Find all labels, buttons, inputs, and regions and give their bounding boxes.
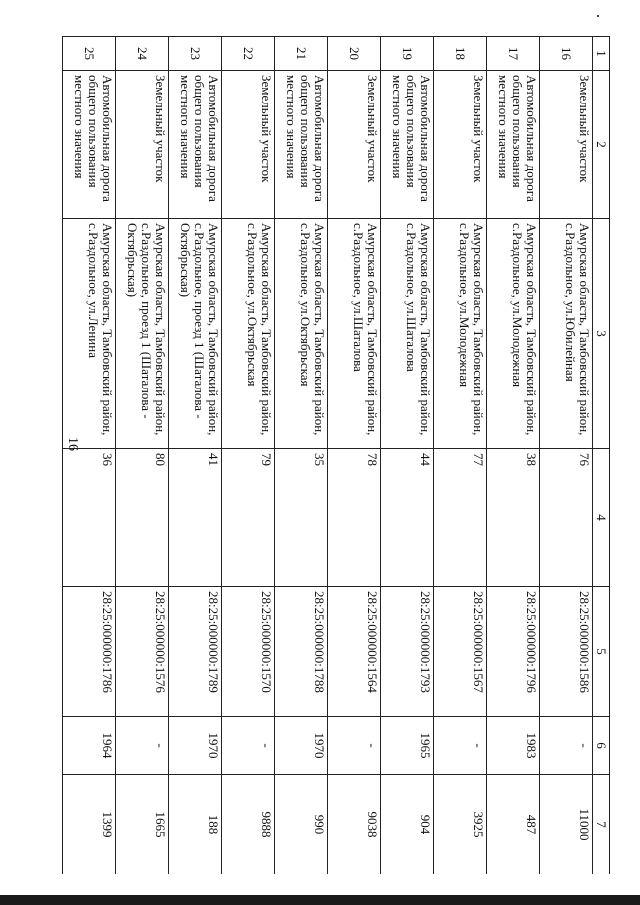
header-row — [593, 37, 610, 875]
year-value: 1983 — [487, 717, 540, 775]
amount-value: 904 — [381, 775, 434, 875]
col4-value: 78 — [328, 449, 381, 587]
table-row — [381, 37, 434, 875]
year-value: - — [540, 717, 593, 775]
cadastral-number: 28:25:000000:1567 — [434, 587, 487, 717]
header-col-7: 7 — [593, 775, 610, 875]
header-col-3: 3 — [593, 219, 610, 449]
cadastral-number: 28:25:000000:1586 — [540, 587, 593, 717]
rotated-table-wrapper — [60, 36, 610, 874]
object-name: Земельный участок — [116, 71, 169, 219]
header-col-6: 6 — [593, 717, 610, 775]
header-col-4: 4 — [593, 449, 610, 587]
row-number: 16 — [540, 37, 593, 71]
table-row — [63, 37, 116, 875]
row-number: 24 — [116, 37, 169, 71]
cadastral-number: 28:25:000000:1788 — [275, 587, 328, 717]
table-viewport — [60, 36, 610, 874]
cadastral-number: 28:25:000000:1789 — [169, 587, 222, 717]
amount-value: 188 — [169, 775, 222, 875]
cadastral-number: 28:25:000000:1576 — [116, 587, 169, 717]
col4-value: 77 — [434, 449, 487, 587]
row-number: 19 — [381, 37, 434, 71]
col4-value: 35 — [275, 449, 328, 587]
amount-value: 990 — [275, 775, 328, 875]
row-number: 21 — [275, 37, 328, 71]
year-value: - — [434, 717, 487, 775]
page-number: 16 — [65, 437, 80, 451]
scan-edge-bar — [0, 895, 640, 905]
header-col-1: 1 — [593, 37, 610, 71]
object-name: Земельный участок — [434, 71, 487, 219]
header-col-5: 5 — [593, 587, 610, 717]
table-row — [434, 37, 487, 875]
header-col-2: 2 — [593, 71, 610, 219]
object-address: Амурская область, Тамбовский район, с.Раздольное, проезд 1 (Шаталова - Октябрьская) — [169, 219, 222, 449]
object-name: Автомобильная дорога общего пользования местного значения — [381, 71, 434, 219]
object-address: Амурская область, Тамбовский район, с.Раздольное, ул.Ленина — [63, 219, 116, 449]
amount-value: 487 — [487, 775, 540, 875]
row-number: 20 — [328, 37, 381, 71]
year-value: - — [328, 717, 381, 775]
col4-value: 41 — [169, 449, 222, 587]
object-address: Амурская область, Тамбовский район, с.Раздольное, ул.Октябрьская — [222, 219, 275, 449]
table-row — [222, 37, 275, 875]
col4-value: 80 — [116, 449, 169, 587]
row-number: 22 — [222, 37, 275, 71]
amount-value: 3925 — [434, 775, 487, 875]
object-name: Земельный участок — [540, 71, 593, 219]
table-row — [169, 37, 222, 875]
table-row — [275, 37, 328, 875]
col4-value: 44 — [381, 449, 434, 587]
object-name: Земельный участок — [328, 71, 381, 219]
row-number: 17 — [487, 37, 540, 71]
year-value: 1970 — [275, 717, 328, 775]
year-value: 1965 — [381, 717, 434, 775]
table-row — [116, 37, 169, 875]
amount-value: 9038 — [328, 775, 381, 875]
object-address: Амурская область, Тамбовский район, с.Раздольное, ул.Октябрьская — [275, 219, 328, 449]
col4-value: 79 — [222, 449, 275, 587]
object-name: Земельный участок — [222, 71, 275, 219]
object-name: Автомобильная дорога общего пользования местного значения — [487, 71, 540, 219]
row-number: 25 — [63, 37, 116, 71]
object-address: Амурская область, Тамбовский район, с.Раздольное, ул.Юбилейная — [540, 219, 593, 449]
cadastral-number: 28:25:000000:1796 — [487, 587, 540, 717]
table-row — [540, 37, 593, 875]
year-value: 1964 — [63, 717, 116, 775]
row-number: 18 — [434, 37, 487, 71]
object-name: Автомобильная дорога общего пользования местного значения — [63, 71, 116, 219]
object-address: Амурская область, Тамбовский район, с.Раздольное, ул.Молодежная — [434, 219, 487, 449]
col4-value: 38 — [487, 449, 540, 587]
col4-value: 76 — [540, 449, 593, 587]
cadastral-number: 28:25:000000:1570 — [222, 587, 275, 717]
table-row — [487, 37, 540, 875]
amount-value: 11000 — [540, 775, 593, 875]
year-value: - — [222, 717, 275, 775]
object-name: Автомобильная дорога общего пользования местного значения — [275, 71, 328, 219]
cadastral-number: 28:25:000000:1564 — [328, 587, 381, 717]
year-value: 1970 — [169, 717, 222, 775]
amount-value: 1665 — [116, 775, 169, 875]
object-address: Амурская область, Тамбовский район, с.Раздольное, проезд 1 (Шаталова - Октябрьская) — [116, 219, 169, 449]
table-row — [328, 37, 381, 875]
property-table — [62, 36, 610, 874]
cadastral-number: 28:25:000000:1786 — [63, 587, 116, 717]
col4-value: 36 — [63, 449, 116, 587]
amount-value: 9888 — [222, 775, 275, 875]
amount-value: 1399 — [63, 775, 116, 875]
object-address: Амурская область, Тамбовский район, с.Раздольное, ул.Шаталова — [328, 219, 381, 449]
year-value: - — [116, 717, 169, 775]
object-address: Амурская область, Тамбовский район, с.Раздольное, ул.Молодежная — [487, 219, 540, 449]
object-name: Автомобильная дорога общего пользования местного значения — [169, 71, 222, 219]
object-address: Амурская область, Тамбовский район, с.Раздольное, ул.Шаталова — [381, 219, 434, 449]
scan-speck — [597, 15, 599, 17]
row-number: 23 — [169, 37, 222, 71]
cadastral-number: 28:25:000000:1793 — [381, 587, 434, 717]
